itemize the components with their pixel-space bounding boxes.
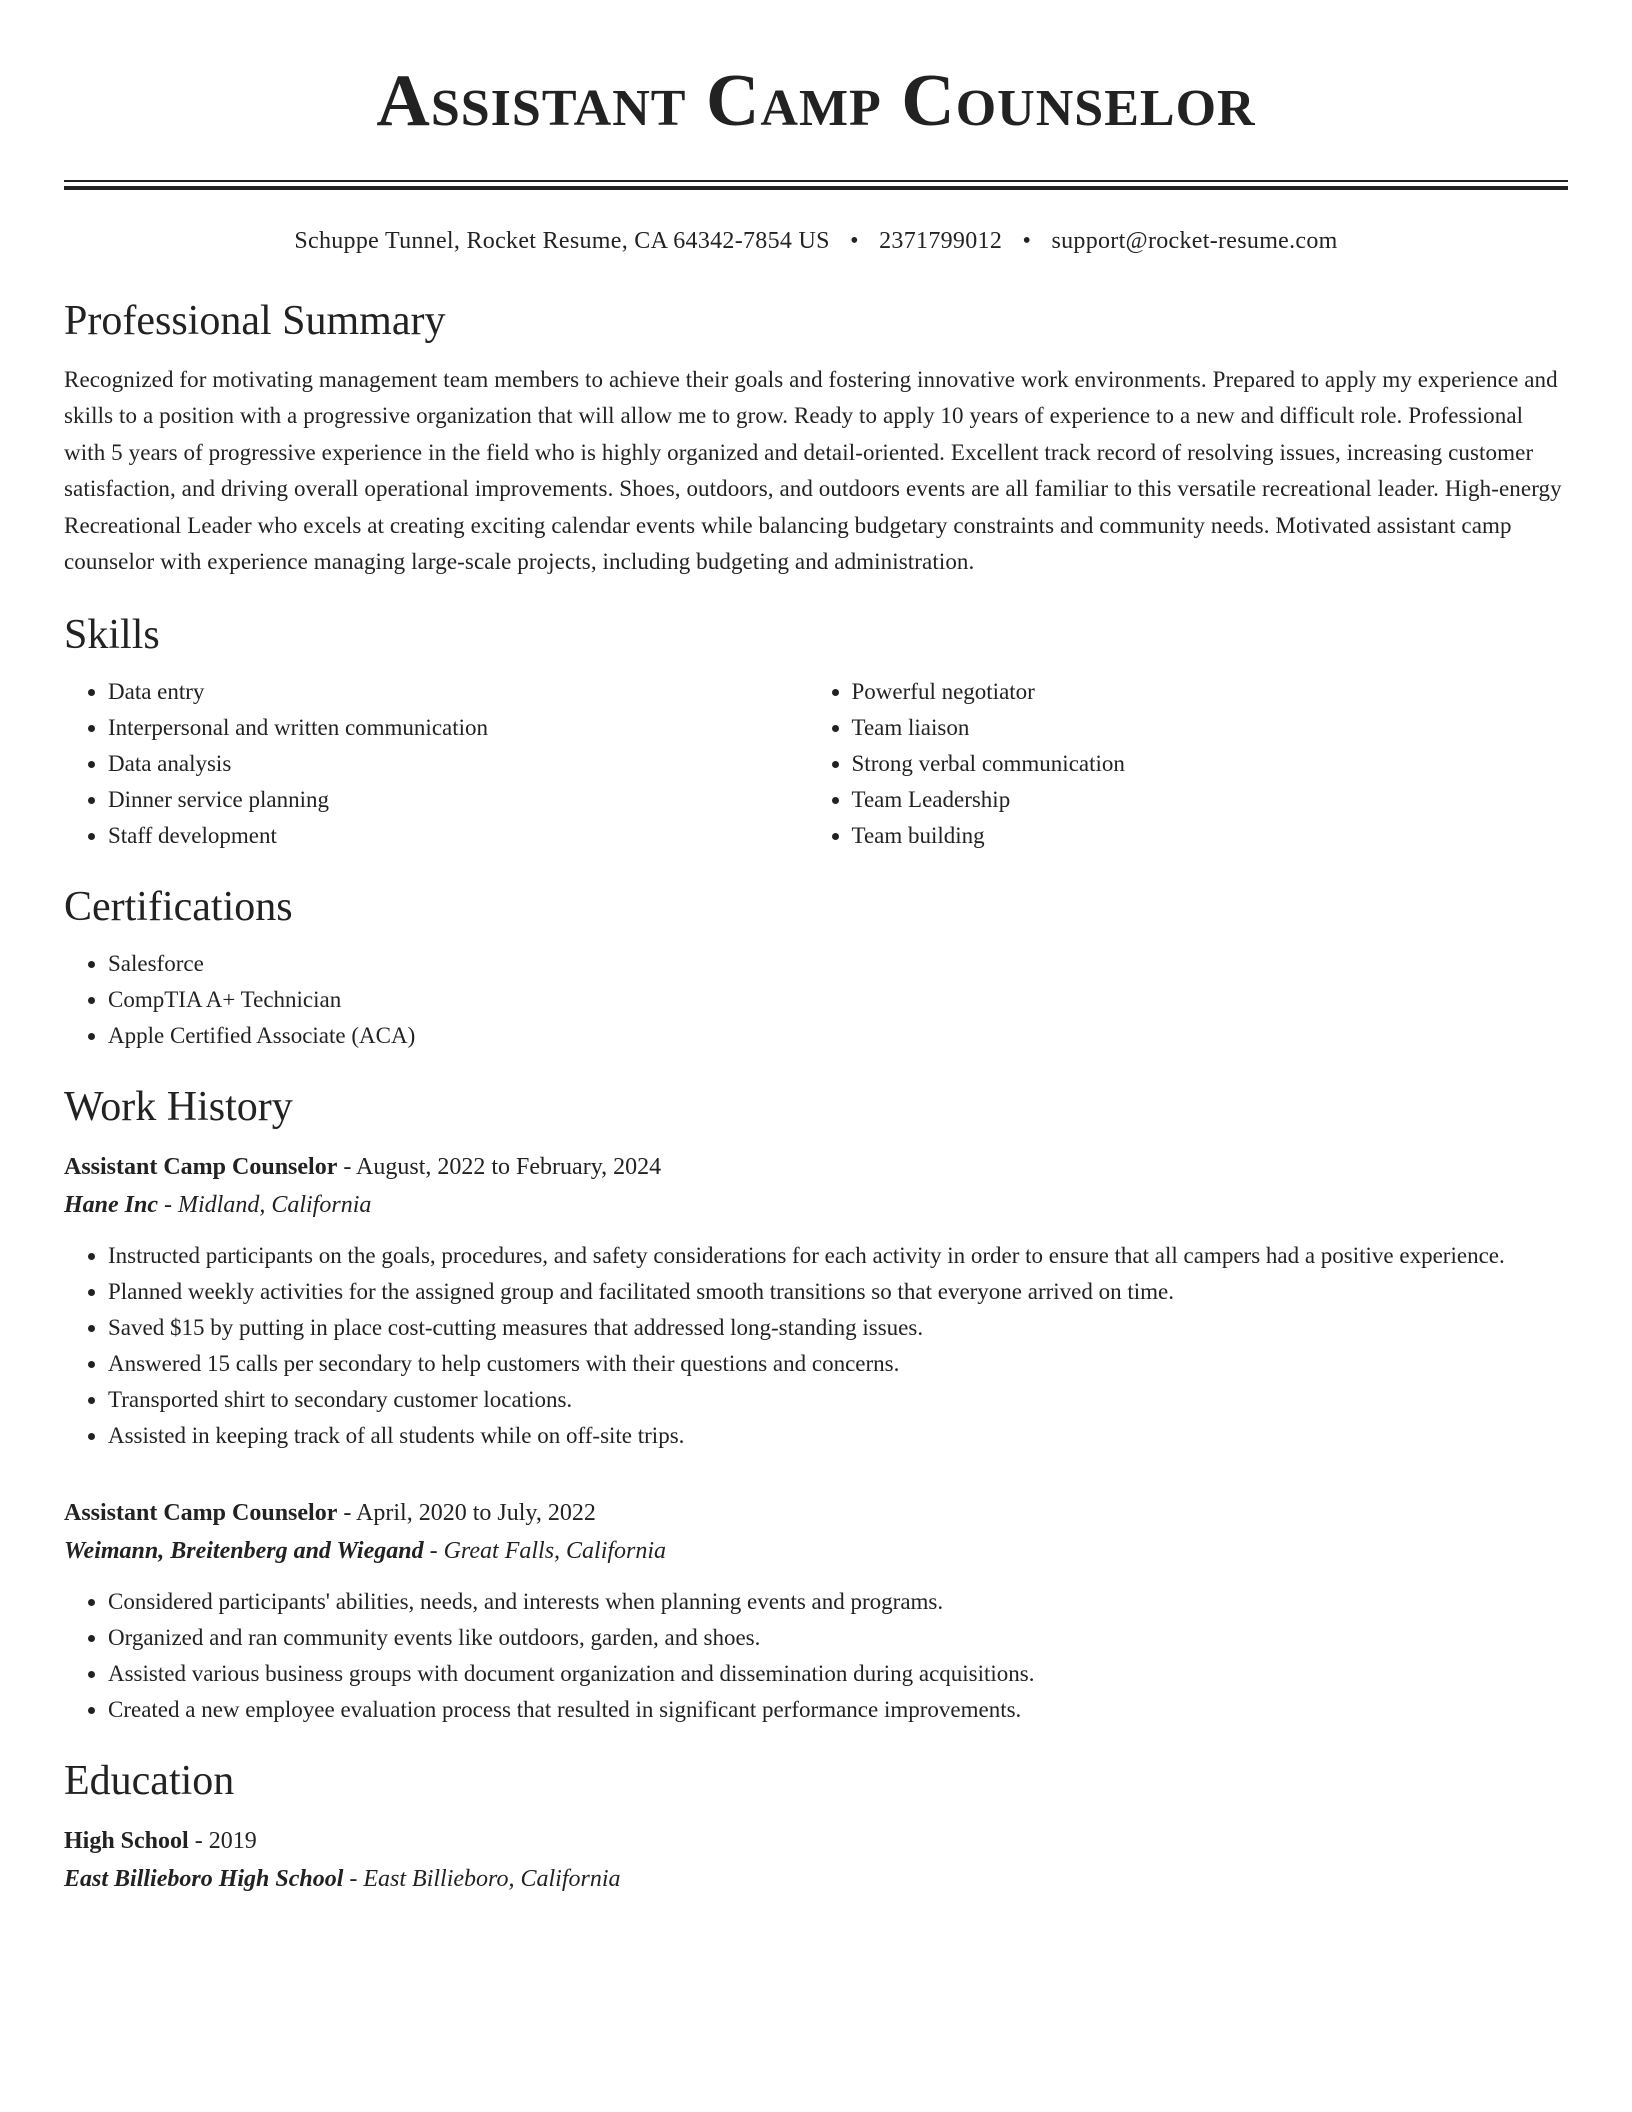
education-heading: Education bbox=[64, 1758, 235, 1805]
education-header bbox=[64, 1822, 1568, 1860]
job-dates: - August, 2022 to February, 2024 bbox=[337, 1154, 662, 1181]
job-duty: • Planned weekly activities for the assigned group and facilitated smooth transitions so that everyone arrived on time. bbox=[108, 1274, 1568, 1310]
job-header bbox=[64, 1148, 1568, 1186]
contact-line bbox=[64, 226, 1568, 256]
contact-separator: • bbox=[1022, 228, 1032, 254]
skill-item: • Strong verbal communication bbox=[852, 746, 1568, 782]
company-location: - Midland, California bbox=[158, 1192, 372, 1219]
title-divider bbox=[64, 180, 1568, 190]
certification-item: • Salesforce bbox=[108, 946, 1568, 982]
skill-item: • Team liaison bbox=[852, 710, 1568, 746]
skills-heading: Skills bbox=[64, 612, 160, 659]
education-entry bbox=[64, 1822, 1568, 1898]
skill-item: • Data analysis bbox=[108, 746, 808, 782]
summary-heading: Professional Summary bbox=[64, 298, 446, 344]
certification-item: • CompTIA A+ Technician bbox=[108, 982, 1568, 1018]
skill-item: • Team building bbox=[852, 818, 1568, 854]
contact-phone: 2371799012 bbox=[879, 228, 1003, 254]
job-duty: • Considered participants' abilities, needs, and interests when planning events and programs. bbox=[108, 1584, 1568, 1620]
job-duty: • Created a new employee evaluation process that resulted in significant performance improvements. bbox=[108, 1692, 1568, 1728]
skill-item: • Powerful negotiator bbox=[852, 674, 1568, 710]
skill-item: • Team Leadership bbox=[852, 782, 1568, 818]
skill-item: • Dinner service planning bbox=[108, 782, 808, 818]
job-employer bbox=[64, 1532, 1568, 1570]
job-duty: • Organized and ran community events like outdoors, garden, and shoes. bbox=[108, 1620, 1568, 1656]
company-name: Weimann, Breitenberg and Wiegand bbox=[64, 1538, 424, 1565]
certifications-heading: Certifications bbox=[64, 884, 293, 931]
skill-item: • Interpersonal and written communication bbox=[108, 710, 808, 746]
job-duties-list bbox=[64, 1584, 1568, 1728]
job-duty: • Transported shirt to secondary customer locations. bbox=[108, 1382, 1568, 1418]
job-duty: • Answered 15 calls per secondary to help customers with their questions and concerns. bbox=[108, 1346, 1568, 1382]
skill-item: • Data entry bbox=[108, 674, 808, 710]
summary-text: Recognized for motivating management team members to achieve their goals and fostering innovative work environments. Prepared to apply my experience and skills to a position with a progressive organization that will allow me to grow. Ready to apply 10 years of experience to a new and difficult role. Professional with 5 years of progressive experience in the field who is highly organized and detail-oriented. Excellent track record of resolving issues, increasing customer satisfaction, and driving overall operational improvements. Shoes, outdoors, and outdoors events are all familiar to this versatile recreational leader. High-energy Recreational Leader who excels at creating exciting calendar events while balancing budgetary constraints and community needs. Motivated assistant camp counselor with experience managing large-scale projects, including budgeting and administration. bbox=[64, 367, 1562, 575]
company-location: - Great Falls, California bbox=[423, 1538, 667, 1565]
school-name: East Billieboro High School bbox=[64, 1866, 344, 1893]
contact-separator: • bbox=[850, 228, 859, 254]
skill-item: • Staff development bbox=[108, 818, 808, 854]
job-duty: • Instructed participants on the goals, procedures, and safety considerations for each activity in order to ensure that all campers had a positive experience. bbox=[108, 1238, 1568, 1274]
work-history-heading: Work History bbox=[64, 1084, 293, 1131]
resume-title: Assistant Camp Counselor bbox=[376, 60, 1256, 142]
skills-list-right bbox=[808, 674, 1568, 854]
job-title: Assistant Camp Counselor bbox=[64, 1500, 338, 1527]
contact-address: Schuppe Tunnel, Rocket Resume, CA 64342-7854 US bbox=[294, 228, 830, 254]
school-location: - East Billieboro, California bbox=[343, 1866, 621, 1893]
skills-columns bbox=[64, 674, 1568, 854]
job-duty: • Assisted various business groups with document organization and dissemination during acquisitions. bbox=[108, 1656, 1568, 1692]
education-school bbox=[64, 1860, 1568, 1898]
degree-name: High School bbox=[64, 1828, 189, 1855]
job-dates: - April, 2020 to July, 2022 bbox=[337, 1500, 596, 1527]
job-title: Assistant Camp Counselor bbox=[64, 1154, 338, 1181]
job-duty: • Saved $15 by putting in place cost-cutting measures that addressed long-standing issues. bbox=[108, 1310, 1568, 1346]
graduation-year: - 2019 bbox=[188, 1828, 257, 1855]
job-header bbox=[64, 1494, 1568, 1532]
job-duties-list bbox=[64, 1238, 1568, 1454]
contact-email: support@rocket-resume.com bbox=[1051, 228, 1338, 254]
company-name: Hane Inc bbox=[64, 1192, 159, 1219]
job-employer bbox=[64, 1186, 1568, 1224]
skills-list-left bbox=[64, 674, 808, 854]
certification-item: • Apple Certified Associate (ACA) bbox=[108, 1018, 1568, 1054]
job-entry bbox=[64, 1148, 1568, 1454]
job-entry bbox=[64, 1494, 1568, 1728]
certifications-list bbox=[64, 946, 1568, 1054]
job-duty: • Assisted in keeping track of all students while on off-site trips. bbox=[108, 1418, 1568, 1454]
